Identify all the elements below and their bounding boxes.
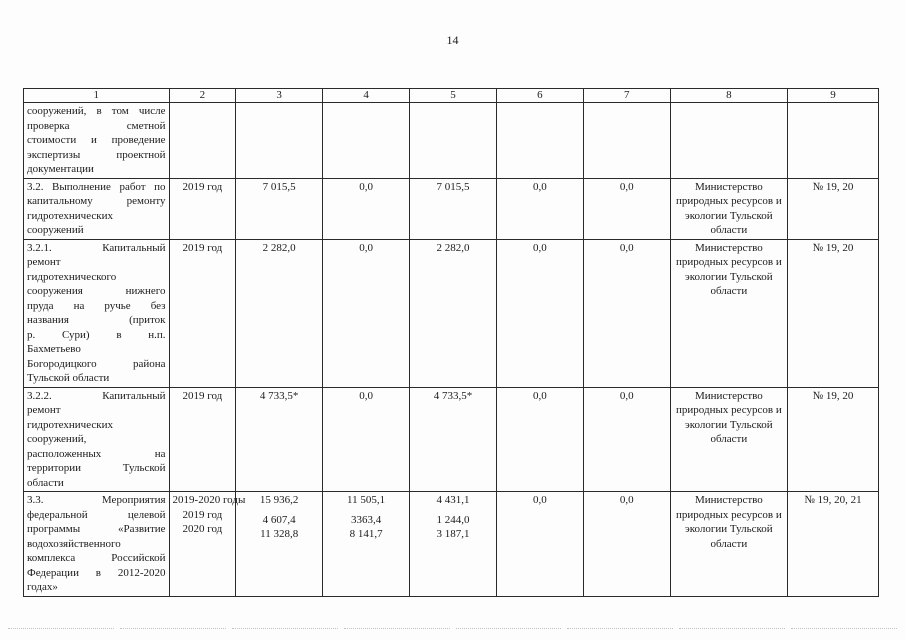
extrabudget-cell	[583, 239, 670, 387]
table-row	[24, 239, 879, 387]
activity-name-cell	[24, 239, 170, 387]
activity-name-line: Федерации в 2012-2020	[27, 566, 166, 579]
activity-name-line: расположенных на	[27, 447, 166, 460]
activity-name-line: сооружений	[27, 224, 84, 236]
activity-name-line: 3.2.2. Капитальный	[27, 389, 166, 402]
federal-budget-value: 3363,4	[350, 513, 382, 526]
federal-budget-cell	[323, 239, 410, 387]
activity-name-line: р. Сури) в н.п.	[27, 328, 166, 341]
activity-name-cell	[24, 103, 170, 179]
legal-acts: № 19, 20	[812, 389, 854, 402]
total-value: 4 607,4	[262, 513, 296, 526]
responsible-executor-cell	[670, 492, 787, 597]
total-value: 15 936,2	[259, 494, 299, 506]
responsible-executor: Министерство природных ресурсов и экологии Тульской области	[676, 241, 782, 297]
regional-budget-value: 4 431,1	[436, 494, 470, 506]
column-header-7: 7	[583, 89, 670, 103]
activity-name-line: федеральной целевой	[27, 508, 166, 521]
federal-budget-cell	[323, 103, 410, 179]
regional-budget-value: 3 187,1	[436, 528, 470, 540]
column-header-4: 4	[323, 89, 410, 103]
period-cell	[169, 239, 236, 387]
extrabudget-value: 0,0	[619, 389, 634, 402]
extrabudget-cell	[583, 492, 670, 597]
regional-budget-value: 7 015,5	[436, 180, 470, 193]
federal-budget-cell	[323, 387, 410, 492]
legal-acts-cell	[787, 103, 878, 179]
period-value: 2019 год	[182, 241, 223, 254]
activity-name-line: экспертизы проектной	[27, 148, 166, 161]
activity-name-line: Богородицкого района	[27, 357, 166, 370]
activity-name-line: программы «Развитие	[27, 523, 166, 535]
regional-budget-cell	[410, 178, 497, 239]
activity-name-line: проверка сметной	[27, 119, 166, 132]
total-value: 4 733,5*	[259, 389, 299, 402]
extrabudget-cell	[583, 178, 670, 239]
responsible-executor-cell	[670, 178, 787, 239]
activity-name-line: пруда на ручье без	[27, 299, 166, 312]
activity-name-line: капитальному ремонту	[27, 195, 166, 207]
activity-name-cell	[24, 387, 170, 492]
extrabudget-value: 0,0	[619, 241, 634, 254]
local-budget-cell	[496, 492, 583, 597]
local-budget-cell	[496, 103, 583, 179]
activity-name-line: ремонт	[27, 256, 61, 268]
activity-name-line: комплекса Российской	[27, 552, 166, 564]
regional-budget-value: 2 282,0	[436, 241, 470, 254]
legal-acts-cell	[787, 492, 878, 597]
activity-name-line: годах»	[27, 581, 58, 593]
activity-name-line: Тульской области	[27, 372, 110, 384]
activity-name-line: 3.2.1. Капитальный	[27, 241, 166, 254]
activity-name-line: ремонт	[27, 404, 61, 416]
federal-budget-value: 0,0	[359, 389, 373, 402]
period-value: 2020 год	[182, 523, 223, 535]
extrabudget-value: 0,0	[619, 180, 634, 193]
federal-budget-value: 0,0	[359, 180, 373, 193]
period-cell	[169, 178, 236, 239]
activity-name-line: гидротехнических	[27, 418, 113, 431]
legal-acts: № 19, 20	[812, 241, 854, 254]
total-cell	[236, 239, 323, 387]
local-budget-value: 0,0	[533, 180, 547, 193]
activity-name-line: 3.3. Мероприятия	[27, 494, 166, 506]
table-row	[24, 492, 879, 597]
total-value: 2 282,0	[262, 241, 296, 254]
table-header	[24, 89, 879, 103]
federal-budget-value: 11 505,1	[347, 494, 386, 506]
local-budget-cell	[496, 239, 583, 387]
column-header-6: 6	[496, 89, 583, 103]
responsible-executor: Министерство природных ресурсов и экологии Тульской области	[676, 180, 782, 236]
period-value: 2019 год	[182, 389, 223, 402]
regional-budget-value: 4 733,5*	[433, 389, 473, 402]
extrabudget-cell	[583, 387, 670, 492]
legal-acts: № 19, 20	[812, 180, 854, 193]
activity-name-line: названия (приток	[27, 314, 166, 326]
column-header-5: 5	[410, 89, 497, 103]
responsible-executor-cell	[670, 387, 787, 492]
activity-name-line: гидротехнического	[27, 270, 117, 283]
period-cell	[169, 103, 236, 179]
legal-acts-cell	[787, 239, 878, 387]
local-budget-value: 0,0	[533, 389, 547, 402]
column-header-1: 1	[24, 89, 170, 103]
extrabudget-cell	[583, 103, 670, 179]
responsible-executor-cell	[670, 103, 787, 179]
legal-acts-cell	[787, 387, 878, 492]
table-row	[24, 387, 879, 492]
activity-name-line: сооружения нижнего	[27, 285, 166, 297]
regional-budget-value: 1 244,0	[436, 513, 470, 526]
activity-name-line: сооружений,	[27, 433, 87, 445]
responsible-executor: Министерство природных ресурсов и экологии Тульской области	[676, 494, 782, 550]
column-header-8: 8	[670, 89, 787, 103]
table-row	[24, 103, 879, 179]
activity-name-line: 3.2. Выполнение работ по	[27, 180, 166, 193]
regional-budget-cell	[410, 103, 497, 179]
local-budget-cell	[496, 387, 583, 492]
federal-budget-cell	[323, 492, 410, 597]
responsible-executor-cell	[670, 239, 787, 387]
total-cell	[236, 103, 323, 179]
period-value: 2019 год	[182, 508, 223, 521]
activity-name-line: гидротехнических	[27, 209, 113, 222]
activity-name-line: территории Тульской	[27, 462, 166, 474]
activity-name-line: области	[27, 476, 64, 489]
extrabudget-value: 0,0	[619, 494, 634, 506]
federal-budget-value: 0,0	[359, 241, 373, 254]
period-cell	[169, 492, 246, 597]
table-body	[24, 103, 879, 597]
regional-budget-cell	[410, 387, 497, 492]
column-header-9: 9	[787, 89, 878, 103]
legal-acts-cell	[787, 178, 878, 239]
period-value: 2019-2020 годы	[172, 494, 246, 506]
period-cell	[169, 387, 236, 492]
local-budget-value: 0,0	[533, 494, 547, 506]
activity-name-line: стоимости и проведение	[27, 134, 166, 146]
page-number: 14	[446, 33, 459, 47]
local-budget-cell	[496, 178, 583, 239]
total-cell	[236, 387, 323, 492]
period-value: 2019 год	[182, 180, 223, 193]
scan-footer-artifact	[8, 628, 897, 633]
regional-budget-cell	[410, 492, 497, 597]
total-value: 11 328,8	[260, 528, 299, 540]
activity-name-line: Бахметьево	[27, 343, 81, 355]
regional-budget-cell	[410, 239, 497, 387]
column-header-3: 3	[236, 89, 323, 103]
program-table	[23, 88, 879, 597]
federal-budget-cell	[323, 178, 410, 239]
activity-name-line: документации	[27, 163, 94, 175]
activity-name-line: водохозяйственного	[27, 537, 121, 550]
total-value: 7 015,5	[262, 180, 296, 193]
activity-name-cell	[24, 178, 170, 239]
federal-budget-value: 8 141,7	[349, 528, 383, 540]
total-cell	[236, 178, 323, 239]
activity-name-cell	[24, 492, 170, 597]
activity-name-line: сооружений, в том числе	[27, 105, 166, 117]
local-budget-value: 0,0	[533, 241, 547, 254]
responsible-executor: Министерство природных ресурсов и экологии Тульской области	[676, 389, 782, 445]
total-cell	[236, 492, 323, 597]
column-header-2: 2	[169, 89, 236, 103]
table-row	[24, 178, 879, 239]
legal-acts: № 19, 20, 21	[804, 494, 862, 506]
